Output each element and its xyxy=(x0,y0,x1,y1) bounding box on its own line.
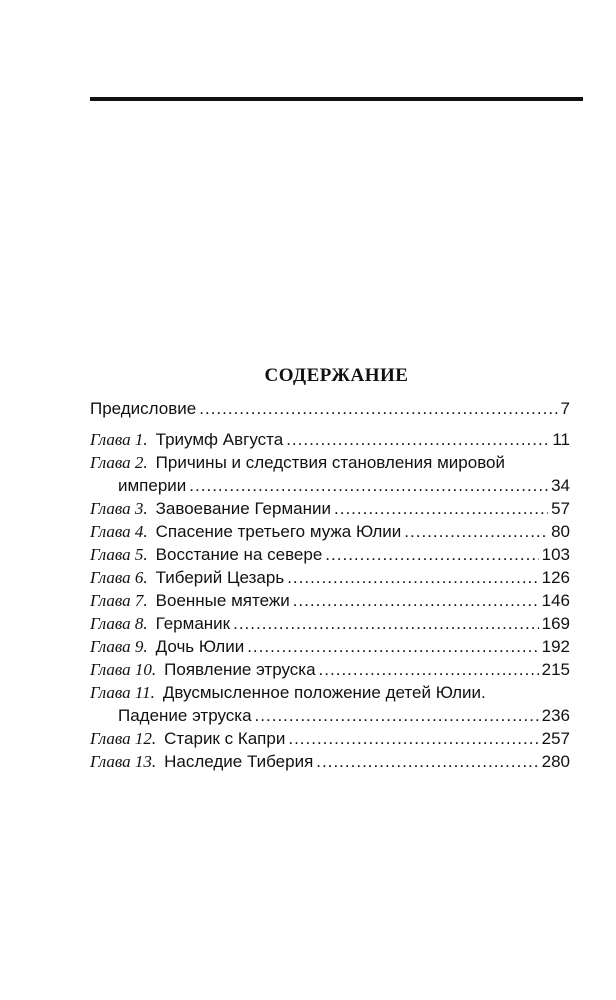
toc-entry-chapter-3[interactable] xyxy=(90,497,570,520)
toc-entry-page: 11 xyxy=(552,430,570,449)
toc-entry-page: 7 xyxy=(560,399,570,418)
toc-entry-page: 146 xyxy=(541,591,570,610)
toc-heading: СОДЕРЖАНИЕ xyxy=(264,365,409,386)
chapter-label: Глава 4. xyxy=(90,522,148,541)
toc-entry-title-cont: империи xyxy=(118,476,187,495)
leader-dots xyxy=(319,658,539,681)
toc-entry-page: 280 xyxy=(541,752,570,771)
toc-entry-title: Военные мятежи xyxy=(155,591,290,610)
toc-entry-title: Тиберий Цезарь xyxy=(155,568,285,587)
toc-entry-chapter-11[interactable] xyxy=(90,681,570,704)
toc-entry-preface[interactable] xyxy=(90,397,570,420)
toc-entry-chapter-12[interactable] xyxy=(90,727,570,750)
leader-dots xyxy=(233,612,539,635)
toc-entry-title-cont: Падение этруска xyxy=(118,706,252,725)
leader-dots xyxy=(293,589,539,612)
toc-entry-page: 126 xyxy=(541,568,570,587)
chapter-label: Глава 11. xyxy=(90,683,155,702)
toc-entry-chapter-2-cont[interactable] xyxy=(90,474,570,497)
toc-entry-chapter-11-cont[interactable] xyxy=(90,704,570,727)
toc-entry-chapter-9[interactable] xyxy=(90,635,570,658)
toc-entry-title: Германик xyxy=(155,614,231,633)
toc-entry-chapter-7[interactable] xyxy=(90,589,570,612)
toc-entry-title: Старик с Капри xyxy=(164,729,286,748)
chapter-label: Глава 5. xyxy=(90,545,148,564)
leader-dots xyxy=(316,750,538,773)
toc-entry-page: 192 xyxy=(541,637,570,656)
toc-entry-page: 257 xyxy=(541,729,570,748)
toc-entry-title: Спасение третьего мужа Юлии xyxy=(155,522,402,541)
chapter-label: Глава 1. xyxy=(90,430,148,449)
chapter-label: Глава 12. xyxy=(90,729,157,748)
toc-list xyxy=(90,397,570,773)
chapter-label: Глава 2. xyxy=(90,453,148,472)
toc-entry-title: Появление этруска xyxy=(164,660,316,679)
toc-entry-page: 215 xyxy=(541,660,570,679)
toc-entry-page: 103 xyxy=(541,545,570,564)
toc-entry-chapter-1[interactable] xyxy=(90,428,570,451)
toc-entry-page: 57 xyxy=(551,499,570,518)
leader-dots xyxy=(286,428,549,451)
leader-dots xyxy=(404,520,548,543)
toc-entry-chapter-13[interactable] xyxy=(90,750,570,773)
top-rule xyxy=(90,97,583,101)
leader-dots xyxy=(287,566,538,589)
chapter-label: Глава 8. xyxy=(90,614,148,633)
toc-entry-chapter-10[interactable] xyxy=(90,658,570,681)
toc-entry-title: Причины и следствия становления мировой xyxy=(155,453,505,472)
toc-entry-chapter-2[interactable] xyxy=(90,451,570,474)
leader-dots xyxy=(334,497,548,520)
toc-entry-title: Двусмысленное положение детей Юлии. xyxy=(162,683,486,702)
leader-dots xyxy=(255,704,539,727)
chapter-label: Глава 13. xyxy=(90,752,157,771)
toc-entry-title: Дочь Юлии xyxy=(155,637,245,656)
toc-entry-title: Триумф Августа xyxy=(155,430,284,449)
toc-entry-title: Наследие Тиберия xyxy=(164,752,314,771)
chapter-label: Глава 7. xyxy=(90,591,148,610)
chapter-label: Глава 10. xyxy=(90,660,157,679)
toc-entry-chapter-6[interactable] xyxy=(90,566,570,589)
toc-entry-chapter-5[interactable] xyxy=(90,543,570,566)
toc-entry-chapter-4[interactable] xyxy=(90,520,570,543)
toc-entry-title: Предисловие xyxy=(90,399,197,418)
chapter-label: Глава 6. xyxy=(90,568,148,587)
leader-dots xyxy=(325,543,538,566)
chapter-label: Глава 3. xyxy=(90,499,148,518)
leader-dots xyxy=(247,635,538,658)
toc-entry-page: 236 xyxy=(541,706,570,725)
chapter-label: Глава 9. xyxy=(90,637,148,656)
leader-dots xyxy=(288,727,538,750)
toc-entry-chapter-8[interactable] xyxy=(90,612,570,635)
toc-entry-page: 34 xyxy=(551,476,570,495)
toc-entry-title: Восстание на севере xyxy=(155,545,323,564)
toc-entry-page: 169 xyxy=(541,614,570,633)
leader-dots xyxy=(189,474,548,497)
toc-entry-title: Завоевание Германии xyxy=(155,499,331,518)
toc-entry-page: 80 xyxy=(551,522,570,541)
leader-dots xyxy=(199,397,557,420)
